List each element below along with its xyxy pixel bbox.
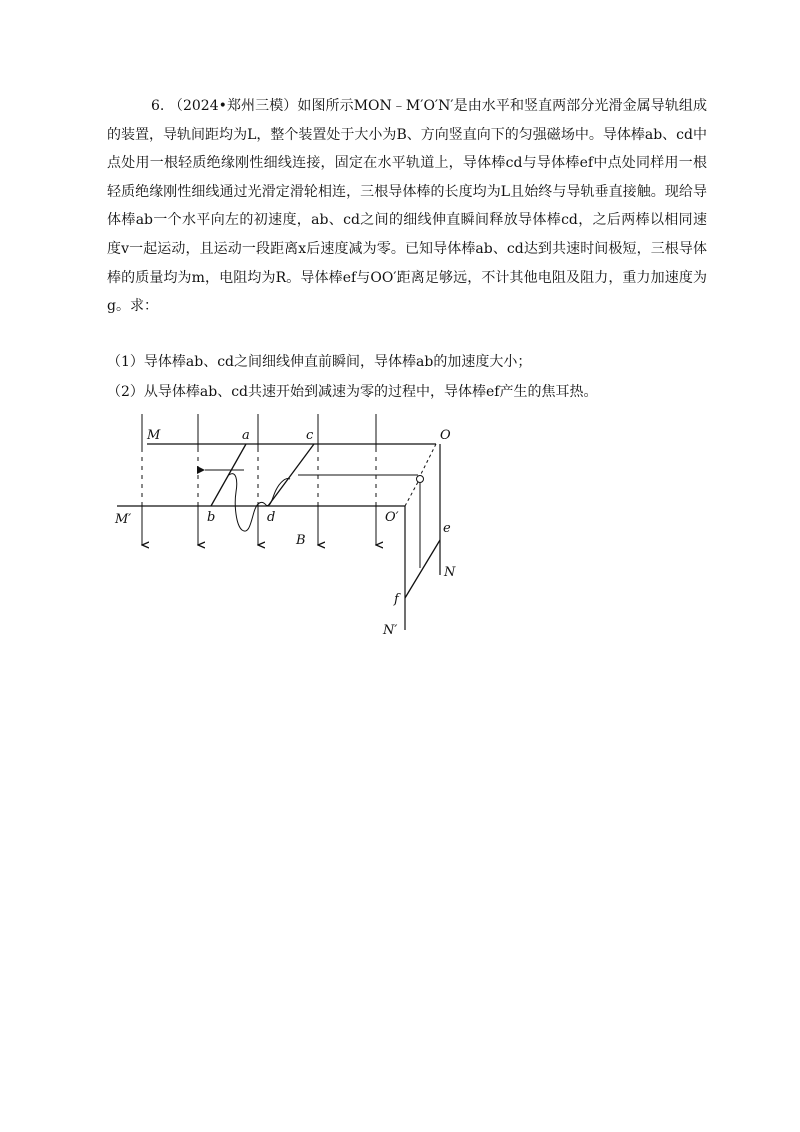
label-m: M [147,428,161,443]
label-b-field: B [296,533,306,548]
label-f: f [394,592,399,607]
dashed-o-to-pulley [420,444,436,476]
label-m-prime: M′ [115,512,132,527]
label-n: N [444,565,456,580]
label-a: a [242,428,250,443]
label-c: c [306,428,314,443]
question-2: （2）从导体棒ab、cd共速开始到减速为零的过程中，导体棒ef产生的焦耳热。 [107,384,598,400]
label-e: e [443,521,451,536]
problem-body: 如图所示MON﹣M′O′N′是由水平和竖直两部分光滑金属导轨组成的装置，导轨间距均为L，整个装置处于大小为B、方向竖直向下的匀强磁场中。导体棒ab、cd中点处用一根轻质绝缘刚性细线连接，固定在水平轨道上，导体棒cd与导体棒ef中点处同样用一根轻质绝缘刚性细线通过光滑定滑轮相连，三根导体棒的长度均为L且始终与导轨垂直接触。现给导体棒ab一个水平向左的初速度，ab、cd之间的细线伸直瞬间释放导体棒cd，之后两棒以相同速度v一起运动，且运动一段距离x后速度减为零。已知导体棒ab、cd达到共速时间极短，三根导体棒的质量均为m，电阻均为R。导体棒ef与OO′距离足够远，不计其他电阻及阻力，重力加速度为g。求： [107,98,708,315]
string-ab-cd [229,474,290,531]
problem-source: （2024•郑州三模） [168,98,298,114]
label-d: d [267,510,276,525]
label-o-prime: O′ [385,510,399,525]
label-b: b [207,510,216,525]
question-1: （1）导体棒ab、cd之间细线伸直前瞬间，导体棒ab的加速度大小； [107,354,532,370]
problem-number: 6. [151,98,165,114]
label-o: O [440,428,451,443]
rod-ef [405,540,440,598]
field-line-hidden-segments [142,452,376,504]
label-n-prime: N′ [383,623,398,638]
pulley [417,476,424,483]
rod-ab [211,444,246,506]
dashed-o-prime-to-pulley [405,482,418,506]
